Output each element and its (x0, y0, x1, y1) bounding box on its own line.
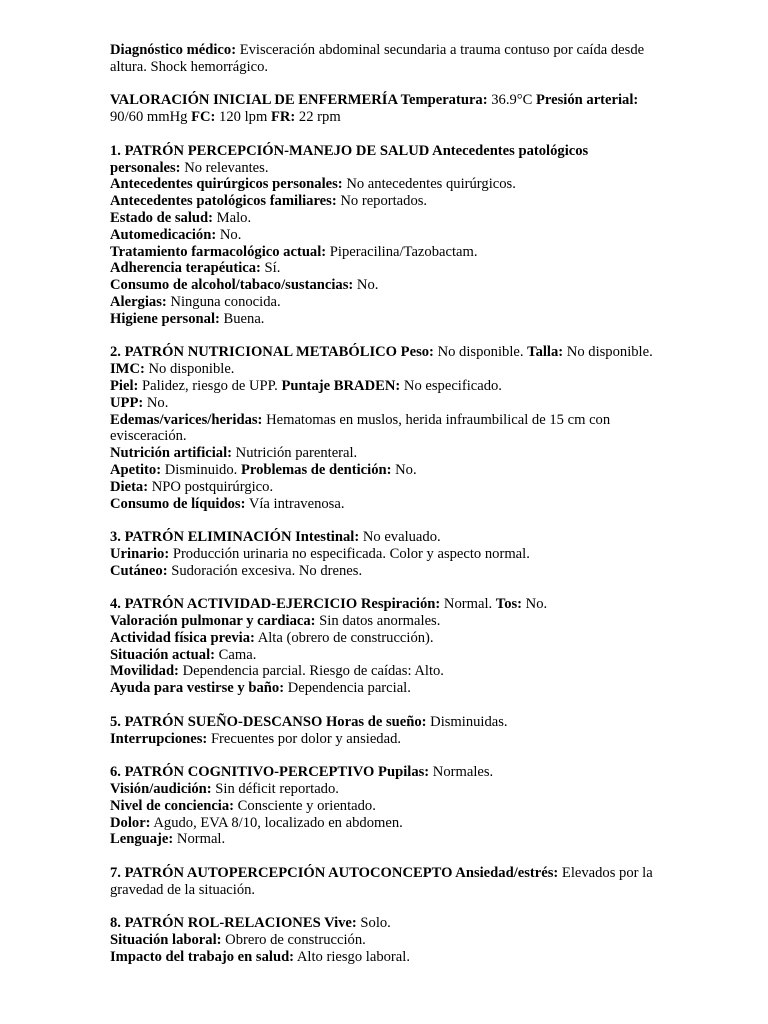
text-line (110, 647, 656, 664)
field-value: Sí. (260, 260, 281, 277)
field-label: Tratamiento farmacológico actual: (110, 243, 327, 260)
section-patron-8 (110, 915, 656, 965)
field-label: Dieta: (110, 478, 149, 495)
text-line (110, 815, 656, 832)
text-line (110, 92, 656, 126)
field-label: Antecedentes quirúrgicos personales: (110, 176, 343, 193)
field-label: 3. PATRÓN ELIMINACIÓN Intestinal: (110, 529, 360, 546)
field-label: Ayuda para vestirse y baño: (110, 680, 285, 697)
field-value: Dependencia parcial. Riesgo de caídas: Alto. (178, 663, 444, 680)
field-value: No especificado. (400, 377, 502, 394)
field-label: 4. PATRÓN ACTIVIDAD-EJERCICIO Respiración: (110, 596, 441, 613)
section-patron-2 (110, 344, 656, 512)
field-label: UPP: (110, 394, 144, 411)
text-line (110, 798, 656, 815)
field-label: Edemas/varices/heridas: (110, 411, 263, 428)
text-line (110, 546, 656, 563)
field-value: No. (522, 596, 548, 613)
text-line (110, 176, 656, 193)
field-label: Visión/audición: (110, 781, 212, 798)
field-value: Evisceración abdominal secundaria a trauma contuso por caída desde altura. Shock hemorrágico. (110, 42, 645, 75)
field-value: Alta (obrero de construcción). (254, 629, 434, 646)
text-line (110, 193, 656, 210)
field-label: 1. PATRÓN PERCEPCIÓN-MANEJO DE SALUD Antecedentes patológicos personales: (110, 142, 589, 176)
field-value: Agudo, EVA 8/10, localizado en abdomen. (150, 814, 403, 831)
section-valoracion-inicial (110, 92, 656, 126)
field-value: Elevados por la gravedad de la situación. (110, 865, 653, 898)
field-label: Antecedentes patológicos familiares: (110, 193, 337, 210)
text-line (110, 596, 656, 613)
text-line (110, 831, 656, 848)
text-line (110, 227, 656, 244)
section-diagnostico (110, 42, 656, 76)
section-patron-6 (110, 764, 656, 848)
field-value: No reportados. (336, 193, 428, 210)
text-line (110, 294, 656, 311)
text-line (110, 663, 656, 680)
field-label: IMC: (110, 361, 145, 378)
field-label: Interrupciones: (110, 730, 208, 747)
field-value: Obrero de construcción. (221, 932, 366, 949)
field-value: Vía intravenosa. (245, 495, 345, 512)
field-label: VALORACIÓN INICIAL DE ENFERMERÍA Temperatura: (110, 92, 488, 109)
text-line (110, 764, 656, 781)
field-label: Piel: (110, 377, 139, 394)
text-line (110, 244, 656, 261)
field-label: 6. PATRÓN COGNITIVO-PERCEPTIVO Pupilas: (110, 764, 430, 781)
field-label: Tos: (495, 596, 523, 613)
field-value: No evaluado. (359, 529, 441, 546)
document-body (110, 42, 656, 983)
field-value: Normal. (440, 596, 496, 613)
text-line (110, 731, 656, 748)
field-value: No. (353, 277, 379, 294)
text-line (110, 260, 656, 277)
field-value: 22 rpm (295, 109, 341, 126)
field-value: 120 lpm (215, 109, 271, 126)
field-label: Consumo de líquidos: (110, 495, 246, 512)
text-line (110, 378, 656, 395)
field-label: Actividad física previa: (110, 629, 255, 646)
field-label: Lenguaje: (110, 831, 174, 848)
field-label: Problemas de dentición: (240, 461, 392, 478)
text-line (110, 932, 656, 949)
text-line (110, 496, 656, 513)
field-value: 36.9°C (487, 92, 536, 109)
field-value: Buena. (219, 310, 265, 327)
field-value: Solo. (356, 915, 391, 932)
field-label: Apetito: (110, 461, 162, 478)
field-label: Dolor: (110, 814, 151, 831)
field-value: Normales. (429, 764, 494, 781)
text-line (110, 412, 656, 446)
text-line (110, 563, 656, 580)
field-value: No. (143, 394, 169, 411)
text-line (110, 781, 656, 798)
text-line (110, 311, 656, 328)
field-value: Disminuido. (161, 461, 241, 478)
field-value: No. (391, 461, 417, 478)
field-label: Impacto del trabajo en salud: (110, 949, 295, 966)
field-value: No antecedentes quirúrgicos. (342, 176, 516, 193)
field-value: Hematomas en muslos, herida infraumbilical de 15 cm con evisceración. (110, 411, 611, 445)
field-label: 2. PATRÓN NUTRICIONAL METABÓLICO Peso: (110, 344, 434, 361)
text-line (110, 949, 656, 966)
text-line (110, 714, 656, 731)
text-line (110, 445, 656, 462)
field-value: Sin déficit reportado. (211, 781, 339, 798)
text-line (110, 42, 656, 76)
field-label: Valoración pulmonar y cardiaca: (110, 613, 316, 630)
text-line (110, 865, 656, 899)
field-value: Alto riesgo laboral. (294, 949, 410, 966)
field-label: Higiene personal: (110, 310, 220, 327)
text-line (110, 529, 656, 546)
field-label: Consumo de alcohol/tabaco/sustancias: (110, 277, 354, 294)
field-label: FR: (270, 109, 296, 126)
text-line (110, 143, 656, 177)
field-value: No disponible. (563, 344, 653, 361)
section-patron-5 (110, 714, 656, 748)
text-line (110, 630, 656, 647)
field-label: 5. PATRÓN SUEÑO-DESCANSO Horas de sueño: (110, 713, 427, 730)
section-patron-3 (110, 529, 656, 579)
field-value: 90/60 mmHg (110, 109, 192, 126)
field-value: Piperacilina/Tazobactam. (326, 243, 478, 260)
section-patron-7 (110, 865, 656, 899)
field-label: Automedicación: (110, 226, 217, 243)
field-value: Nutrición parenteral. (232, 445, 358, 462)
field-value: No. (216, 226, 242, 243)
field-value: NPO postquirúrgico. (148, 478, 274, 495)
field-value: Normal. (173, 831, 226, 848)
field-label: 7. PATRÓN AUTOPERCEPCIÓN AUTOCONCEPTO Ansiedad/estrés: (110, 865, 559, 882)
field-label: Nivel de conciencia: (110, 797, 235, 814)
text-line (110, 210, 656, 227)
field-value: Producción urinaria no especificada. Color y aspecto normal. (169, 545, 530, 562)
field-value: No relevantes. (180, 159, 269, 176)
text-line (110, 680, 656, 697)
section-patron-4 (110, 596, 656, 697)
field-label: Situación actual: (110, 646, 215, 663)
field-value: Sin datos anormales. (315, 613, 441, 630)
field-value: Dependencia parcial. (284, 680, 411, 697)
field-value: Frecuentes por dolor y ansiedad. (207, 730, 402, 747)
text-line (110, 344, 656, 378)
field-label: Movilidad: (110, 663, 179, 680)
field-value: Consciente y orientado. (234, 797, 376, 814)
text-line (110, 277, 656, 294)
field-label: Presión arterial: (536, 92, 639, 109)
field-value: Ninguna conocida. (166, 293, 281, 310)
field-label: Adherencia terapéutica: (110, 260, 261, 277)
field-label: Urinario: (110, 545, 170, 562)
field-value: Malo. (213, 209, 252, 226)
field-label: Puntaje BRADEN: (281, 377, 401, 394)
field-value: Sudoración excesiva. No drenes. (167, 562, 363, 579)
text-line (110, 479, 656, 496)
text-line (110, 395, 656, 412)
field-label: Alergias: (110, 293, 167, 310)
text-line (110, 915, 656, 932)
section-patron-1 (110, 143, 656, 328)
field-label: Cutáneo: (110, 562, 168, 579)
field-label: Talla: (527, 344, 564, 361)
field-label: Situación laboral: (110, 932, 222, 949)
field-label: 8. PATRÓN ROL-RELACIONES Vive: (110, 915, 357, 932)
field-value: No disponible. (433, 344, 528, 361)
field-value: Palidez, riesgo de UPP. (138, 377, 282, 394)
field-label: Estado de salud: (110, 209, 213, 226)
text-line (110, 613, 656, 630)
field-label: Nutrición artificial: (110, 445, 232, 462)
field-value: No disponible. (144, 361, 235, 378)
field-value: Cama. (215, 646, 257, 663)
field-label: Diagnóstico médico: (110, 42, 237, 58)
field-label: FC: (191, 109, 216, 126)
text-line (110, 462, 656, 479)
field-value: Disminuidas. (426, 713, 508, 730)
